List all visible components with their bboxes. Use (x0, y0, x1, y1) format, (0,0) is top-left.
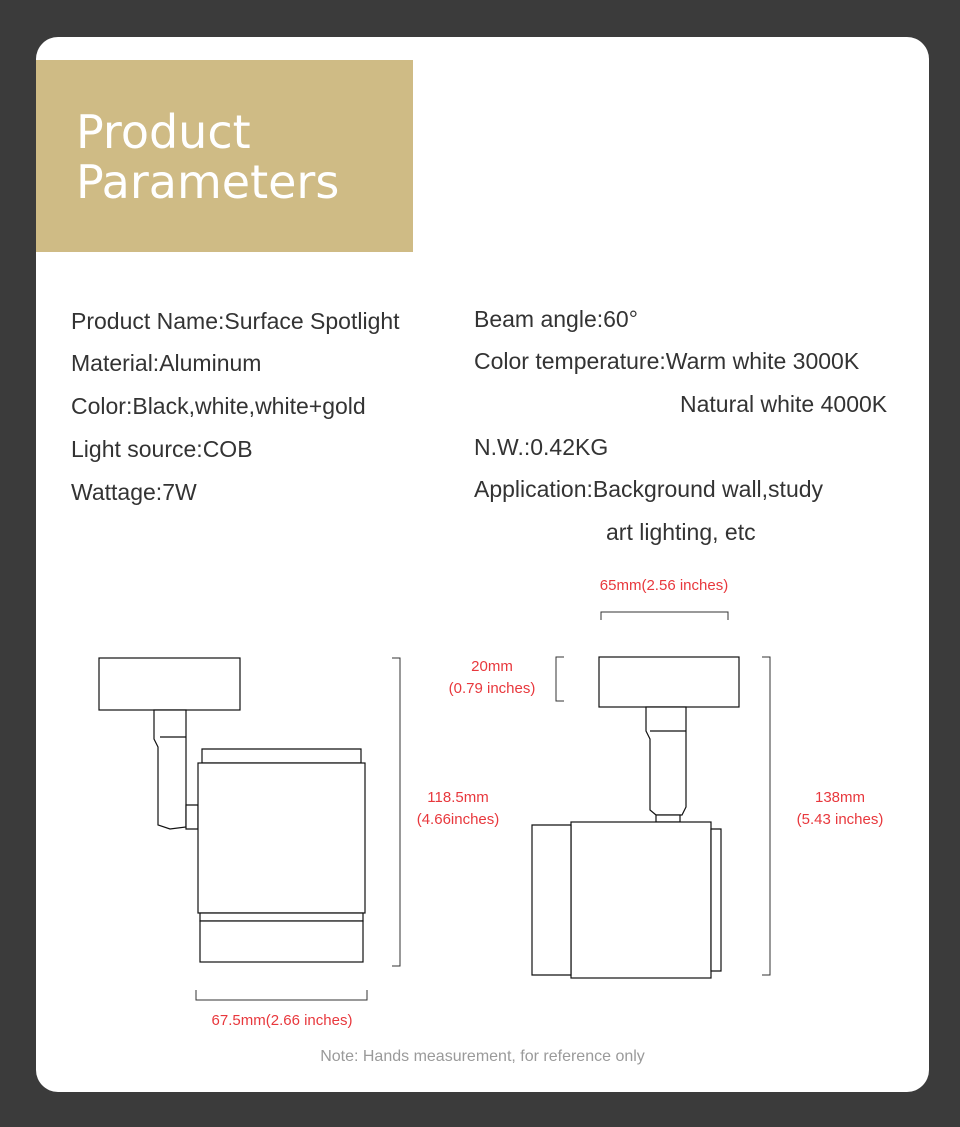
spec-color-temperature: Color temperature:Warm white 3000K (474, 348, 860, 374)
title-line-1: Product (76, 105, 251, 159)
spec-wattage: Wattage:7W (71, 479, 197, 505)
front-view-drawing (532, 657, 739, 978)
base-width-label: 65mm(2.56 inches) (599, 577, 729, 594)
front-height-bracket (762, 657, 770, 975)
spec-product-name: Product Name:Surface Spotlight (71, 308, 400, 334)
side-width-label: 67.5mm(2.66 inches) (211, 1012, 353, 1029)
base-height-bracket (556, 657, 564, 701)
spec-application-2: art lighting, etc (606, 519, 756, 545)
base-width-bracket (601, 612, 728, 620)
product-card (36, 37, 929, 1092)
spec-light-source: Light source:COB (71, 436, 253, 462)
title-line-2: Parameters (76, 155, 340, 209)
base-height-mm: 20mm (471, 658, 513, 675)
front-height-inches: (5.43 inches) (796, 811, 884, 828)
front-height-label (780, 787, 900, 831)
base-height-label (432, 656, 552, 700)
side-view-drawing (99, 658, 365, 962)
side-height-label (398, 787, 518, 831)
spec-net-weight: N.W.:0.42KG (474, 434, 609, 460)
spec-color-temperature-2: Natural white 4000K (680, 391, 888, 417)
side-width-bracket (196, 990, 367, 1000)
product-drawings (36, 37, 929, 1092)
front-height-mm: 138mm (814, 789, 866, 806)
spec-application: Application:Background wall,study (474, 476, 824, 502)
side-height-inches: (4.66inches) (416, 811, 500, 828)
side-height-mm: 118.5mm (427, 789, 489, 806)
measurement-note: Note: Hands measurement, for reference only (320, 1048, 645, 1065)
spec-beam-angle: Beam angle:60° (474, 306, 638, 332)
spec-material: Material:Aluminum (71, 350, 262, 376)
base-height-inches: (0.79 inches) (448, 680, 536, 697)
spec-color: Color:Black,white,white+gold (71, 393, 366, 419)
